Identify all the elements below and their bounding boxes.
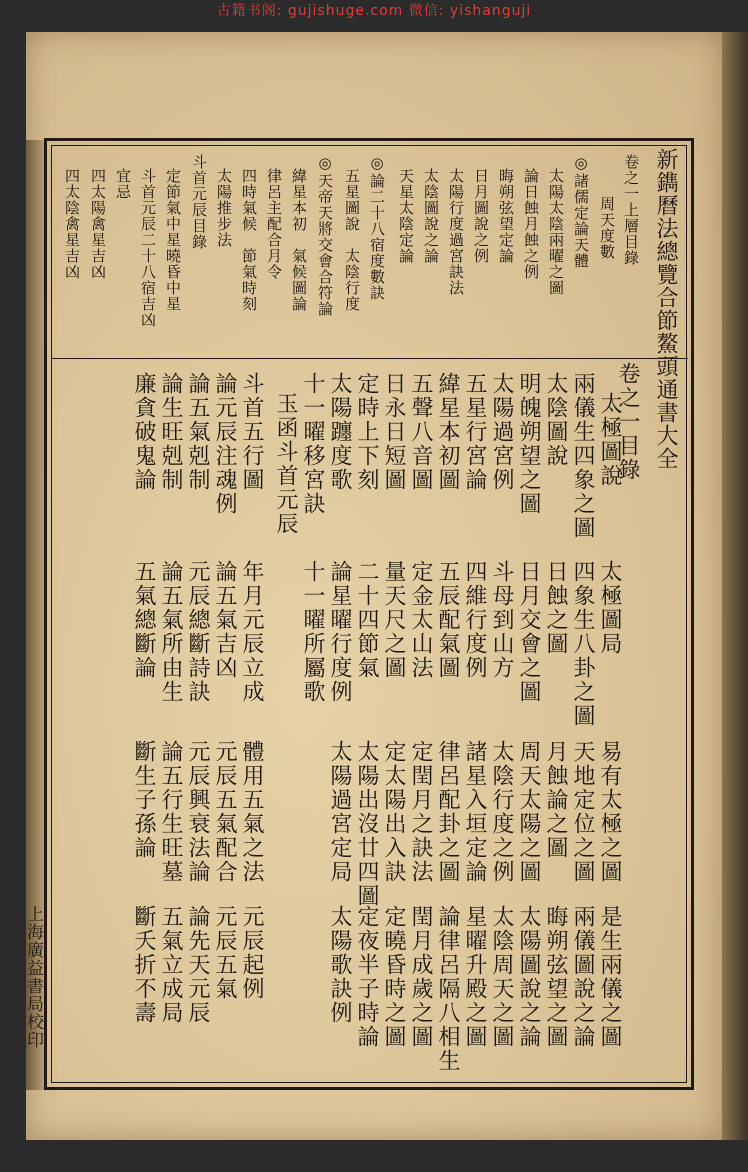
toc-entry: 斷生子孫論 <box>131 740 156 860</box>
top-entry: 天星太陰定論 <box>397 168 415 264</box>
top-entry: 斗首元辰目錄 <box>190 154 208 250</box>
toc-entry: 易有太極之圖 <box>597 740 622 884</box>
toc-entry: 周天太陽之圖 <box>516 740 541 884</box>
toc-entry: 玉函斗首元辰 <box>273 392 298 536</box>
top-entry: 太陽行度過宮訣法 <box>447 168 465 296</box>
toc-entry: 元辰五氣配合 <box>212 740 237 884</box>
toc-entry: 五氣立成局 <box>158 905 183 1025</box>
toc-entry: 體用五氣之法 <box>239 740 264 884</box>
top-entry: 太陰圖說之論 <box>422 168 440 264</box>
toc-entry: 定時上下刻 <box>354 372 379 492</box>
toc-entry: 太極圖說 <box>597 392 622 488</box>
toc-entry: 論先天元辰 <box>185 905 210 1025</box>
toc-entry: 太陰行度之例 <box>489 740 514 884</box>
section-divider <box>52 358 688 359</box>
toc-entry: 二十四節氣 <box>354 560 379 680</box>
toc-entry: 星曜升殿之圖 <box>462 905 487 1049</box>
top-entry: 太陽推步法 <box>215 168 233 248</box>
toc-entry: 是生兩儀之圖 <box>597 905 622 1049</box>
top-entry: 四太陽禽星吉凶 <box>89 168 107 280</box>
book-title: 新鐫曆法總覽合節鰲頭通書大全 <box>653 148 678 470</box>
toc-entry: 日月交會之圖 <box>516 560 541 704</box>
top-entry: 周天度數 <box>598 196 616 260</box>
toc-entry: 廉貪破鬼論 <box>131 372 156 492</box>
toc-entry: 日永日短圖 <box>381 372 406 492</box>
top-entry: 四時氣候 節氣時刻 <box>240 168 258 312</box>
toc-entry: 太陽出沒廿四圖 <box>354 740 379 908</box>
toc-entry: 五星行宮論 <box>462 372 487 492</box>
toc-entry: 太陽圖說之論 <box>516 905 541 1049</box>
toc-entry: 量天尺之圖 <box>381 560 406 680</box>
toc-entry: 定閏月之訣法 <box>408 740 433 884</box>
toc-entry: 論星曜行度例 <box>327 560 352 704</box>
toc-entry: 太陽躔度歌 <box>327 372 352 492</box>
toc-entry: 論律呂隔八相生 <box>435 905 460 1073</box>
toc-entry: 五聲八音圖 <box>408 372 433 492</box>
toc-entry: 五辰配氣圖 <box>435 560 460 680</box>
toc-entry: 論五氣剋制 <box>185 372 210 492</box>
toc-entry: 月蝕論之圖 <box>543 740 568 860</box>
toc-entry: 四象生八卦之圖 <box>570 560 595 728</box>
toc-entry: 論五行生旺墓 <box>158 740 183 884</box>
toc-entry: 兩儀生四象之圖 <box>570 372 595 540</box>
top-entry: ◎論二十八宿度數訣 <box>368 154 386 301</box>
toc-entry: 斗母到山方 <box>489 560 514 680</box>
toc-entry: 斗首五行圖 <box>239 372 264 492</box>
toc-entry: 四維行度例 <box>462 560 487 680</box>
toc-entry: 定曉昏時之圖 <box>381 905 406 1049</box>
toc-entry: 元辰興衰法論 <box>185 740 210 884</box>
toc-entry: 閏月成歲之圖 <box>408 905 433 1049</box>
page-edge <box>722 32 748 1140</box>
toc-entry: 定金太山法 <box>408 560 433 680</box>
toc-entry: 論五氣所由生 <box>158 560 183 704</box>
lower-heading: 卷之一目錄 <box>615 362 640 482</box>
toc-entry: 太陽過宮例 <box>489 372 514 492</box>
top-entry: 律呂主配合月令 <box>265 168 283 280</box>
toc-entry: 太陰圖說 <box>543 372 568 468</box>
toc-entry: 元辰總斷詩訣 <box>185 560 210 704</box>
top-entry: 晦朔弦望定論 <box>497 168 515 264</box>
toc-entry: 太陰周天之圖 <box>489 905 514 1049</box>
toc-entry: 日蝕之圖 <box>543 560 568 656</box>
toc-entry: 五氣總斷論 <box>131 560 156 680</box>
toc-entry: 兩儀圖說之論 <box>570 905 595 1049</box>
toc-entry: 天地定位之圖 <box>570 740 595 884</box>
top-entry: ◎天帝天將交會合符論 <box>316 154 334 317</box>
toc-entry: 律呂配卦之圖 <box>435 740 460 884</box>
top-entry: 緯星本初 氣候圖論 <box>290 168 308 312</box>
top-entry: ◎諸儒定論天體 <box>572 154 590 269</box>
toc-entry: 論生旺剋制 <box>158 372 183 492</box>
toc-entry: 十一曜所屬歌 <box>300 560 325 704</box>
toc-entry: 緯星本初圖 <box>435 372 460 492</box>
watermark-text: 古籍书阁: gujishuge.com 微信: yishanguji <box>216 3 532 19</box>
top-entry: 論日蝕月蝕之例 <box>522 168 540 280</box>
toc-entry: 太極圖局 <box>597 560 622 656</box>
top-entry: 卷之一上層目錄 <box>622 154 640 266</box>
toc-entry: 太陽過宮定局 <box>327 740 352 884</box>
top-entry: 五星圖說 太陰行度 <box>343 168 361 312</box>
toc-entry: 斷夭折不壽 <box>131 905 156 1025</box>
top-entry: 日月圖說之例 <box>472 168 490 264</box>
top-entry: 太陽太陰兩曜之圖 <box>547 168 565 296</box>
toc-entry: 太陽歌訣例 <box>327 905 352 1025</box>
toc-entry: 元辰起例 <box>239 905 264 1001</box>
top-entry: 宜忌 <box>114 168 132 200</box>
toc-entry: 十一曜移宮訣 <box>300 372 325 516</box>
toc-entry: 定太陽出入訣 <box>381 740 406 884</box>
toc-entry: 元辰五氣 <box>212 905 237 1001</box>
top-entry: 斗首元辰二十八宿吉凶 <box>139 168 157 328</box>
toc-entry: 明魄朔望之圖 <box>516 372 541 516</box>
toc-entry: 年月元辰立成 <box>239 560 264 704</box>
top-entry: 四太陰禽星吉凶 <box>63 168 81 280</box>
top-entry: 定節氣中星曉昏中星 <box>164 168 182 312</box>
toc-entry: 論五氣吉凶 <box>212 560 237 680</box>
toc-entry: 論元辰注魂例 <box>212 372 237 516</box>
publisher-note: 上海廣益書局校印 <box>23 905 43 1049</box>
toc-entry: 定夜半子時論 <box>354 905 379 1049</box>
toc-entry: 晦朔弦望之圖 <box>543 905 568 1049</box>
toc-entry: 諸星入垣定論 <box>462 740 487 884</box>
